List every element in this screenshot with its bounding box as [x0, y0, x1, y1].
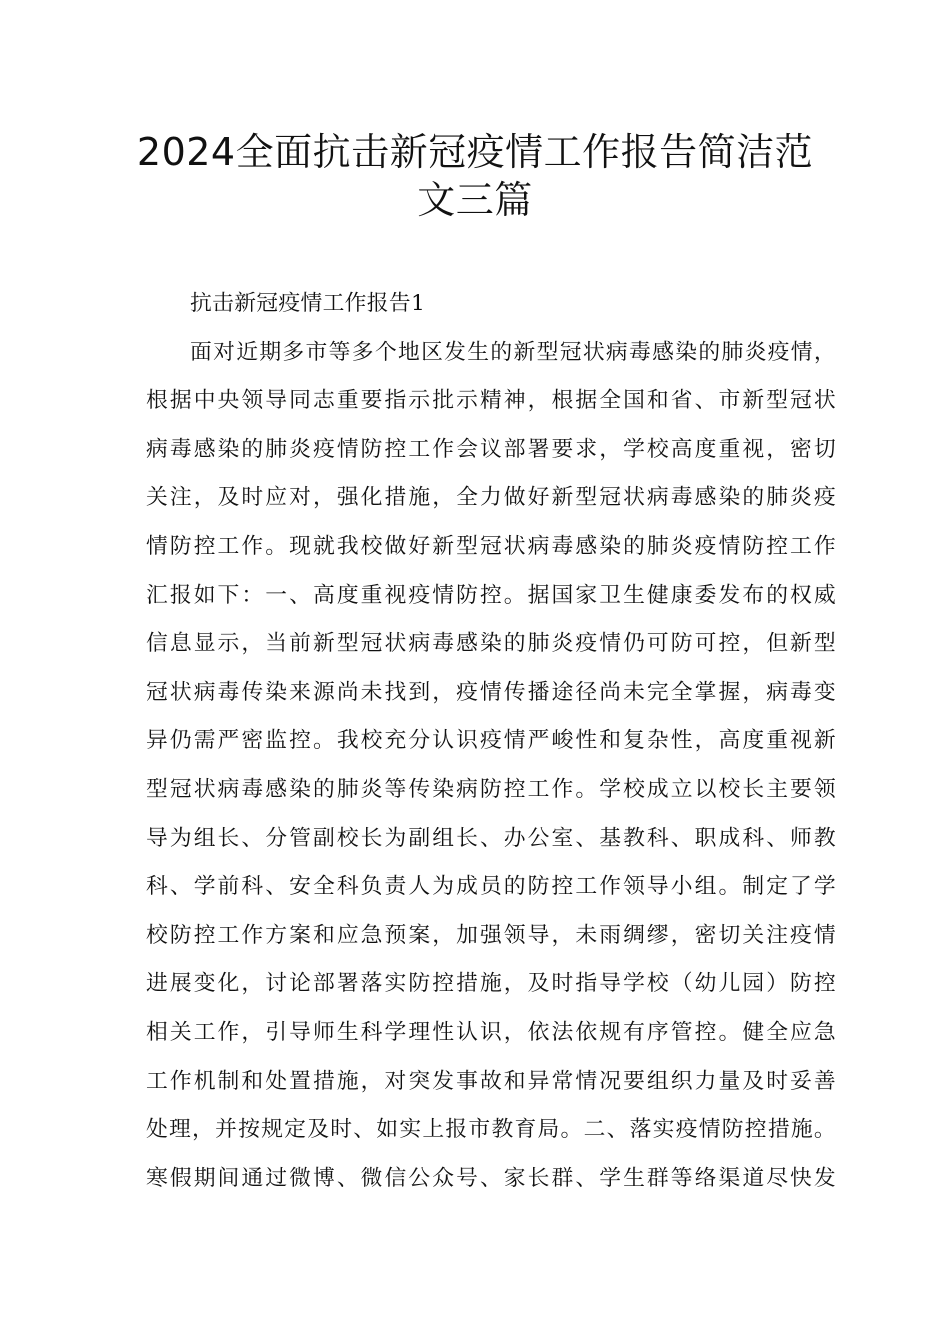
paragraph-line: 寒假期间通过微博、微信公众号、家长群、学生群等络渠道尽快发 — [146, 1165, 836, 1191]
paragraph-line: 冠状病毒传染来源尚未找到，疫情传播途径尚未完全掌握，病毒变 — [146, 679, 836, 705]
section-heading-paragraph — [146, 280, 836, 329]
paragraph-line: 处理，并按规定及时、如实上报市教育局。二、落实疫情防控措施。 — [146, 1117, 836, 1143]
paragraph-line: 异仍需严密监控。我校充分认识疫情严峻性和复杂性，高度重视新 — [146, 728, 836, 754]
title-line-2: 文三篇 — [417, 178, 533, 222]
document-title — [100, 128, 850, 224]
paragraph-line: 情防控工作。现就我校做好新型冠状病毒感染的肺炎疫情防控工作 — [146, 533, 836, 559]
section-heading: 抗击新冠疫情工作报告1 — [190, 291, 426, 316]
paragraph-line: 根据中央领导同志重要指示批示精神，根据全国和省、市新型冠状 — [146, 388, 836, 414]
paragraph-line: 校防控工作方案和应急预案，加强领导，未雨绸缪，密切关注疫情 — [146, 922, 836, 948]
paragraph-line: 信息显示，当前新型冠状病毒感染的肺炎疫情仍可防可控，但新型 — [146, 631, 836, 657]
paragraph-line: 病毒感染的肺炎疫情防控工作会议部署要求，学校高度重视，密切 — [146, 436, 836, 462]
paragraph-line: 科、学前科、安全科负责人为成员的防控工作领导小组。制定了学 — [146, 874, 836, 900]
document-body — [146, 280, 836, 1203]
paragraph-line: 关注，及时应对，强化措施，全力做好新型冠状病毒感染的肺炎疫 — [146, 485, 836, 511]
paragraph-line: 相关工作，引导师生科学理性认识，依法依规有序管控。健全应急 — [146, 1019, 836, 1045]
paragraph-line: 进展变化，讨论部署落实防控措施，及时指导学校（幼儿园）防控 — [146, 971, 836, 997]
body-paragraph — [146, 329, 836, 1204]
paragraph-line: 工作机制和处置措施，对突发事故和异常情况要组织力量及时妥善 — [146, 1068, 836, 1094]
title-line-1: 2024全面抗击新冠疫情工作报告简洁范 — [136, 130, 814, 174]
paragraph-line: 型冠状病毒感染的肺炎等传染病防控工作。学校成立以校长主要领 — [146, 776, 836, 802]
paragraph-line: 汇报如下：一、高度重视疫情防控。据国家卫生健康委发布的权威 — [146, 582, 836, 608]
paragraph-line: 面对近期多市等多个地区发生的新型冠状病毒感染的肺炎疫情， — [190, 339, 836, 365]
paragraph-line: 导为组长、分管副校长为副组长、办公室、基教科、职成科、师教 — [146, 825, 836, 851]
